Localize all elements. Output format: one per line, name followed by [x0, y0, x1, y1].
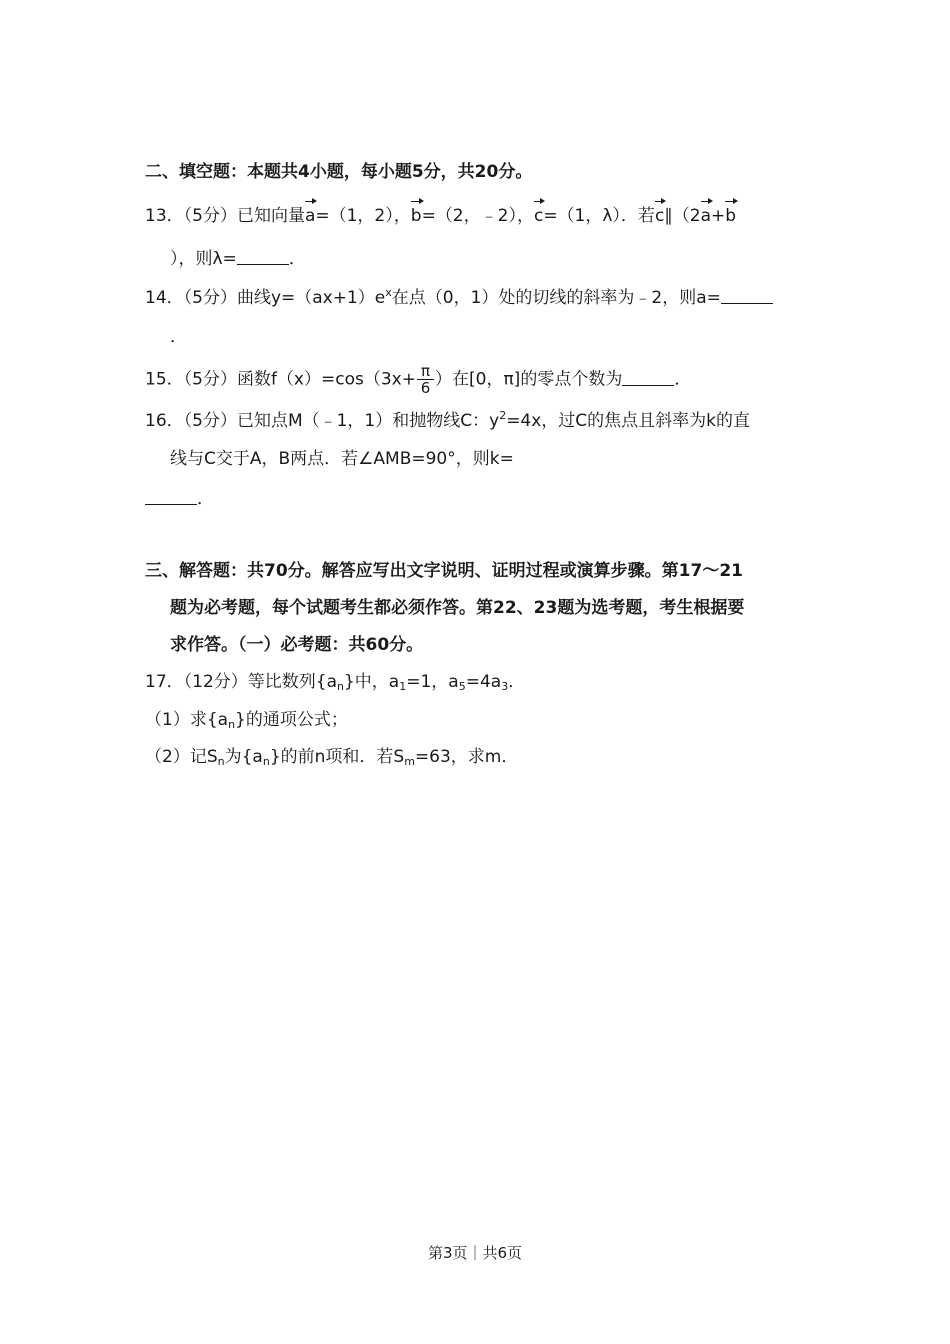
vector-c-2: c	[654, 206, 665, 226]
q17-p1-text-2: }的通项公式；	[235, 710, 348, 730]
q14-text-2: 在点（0，1）处的切线的斜率为﹣2，则a=	[391, 288, 721, 308]
answer-blank	[721, 289, 773, 304]
subscript: n	[217, 755, 225, 768]
q15-text: 15．（5分）函数f（x）=cos（3x+	[145, 369, 416, 390]
q16-exponent: 2	[499, 409, 507, 422]
section-2-title: 二、填空题：本题共4小题，每小题5分，共20分。	[145, 162, 533, 182]
q13-plus: +	[711, 206, 726, 226]
q13-a-value: =（1，2），	[315, 206, 411, 226]
question-16-line-1	[145, 409, 750, 433]
section-3-title-line-2: 题为必考题，每个试题考生都必须作答。第22、23题为选考题，考生根据要	[170, 598, 745, 618]
question-16-line-2: 线与C交于A，B两点．若∠AMB=90°，则k=	[170, 449, 514, 469]
fraction-numerator: π	[417, 363, 434, 380]
question-16-line-3	[145, 487, 214, 511]
q13-line-2-text: ），则λ=	[170, 249, 237, 269]
answer-blank	[622, 371, 674, 386]
q17-p2-text-3: }的前n项和．若S	[269, 747, 405, 767]
q13-b-value: =（2，﹣2），	[421, 206, 534, 226]
section-3-title-line-3: 求作答。（一）必考题：共60分。	[170, 635, 424, 655]
question-13-line-1	[145, 204, 736, 228]
q16-text: 16．（5分）已知点M（﹣1，1）和抛物线C：y	[145, 411, 500, 431]
q14-exponent: x	[385, 286, 392, 299]
subscript: m	[404, 755, 415, 768]
q15-text-2: ）在[0，π]的零点个数为	[435, 369, 623, 390]
q17-text-3: =1，a	[406, 672, 459, 692]
q17-text-2: }中，a	[343, 672, 400, 692]
q17-p2-text-2: 为{a	[224, 747, 263, 767]
q17-text-5: ．	[508, 672, 526, 692]
page-footer: 第3页｜共6页	[427, 1244, 523, 1262]
q15-end: ．	[674, 369, 692, 390]
subscript: n	[337, 680, 344, 693]
question-13-line-2	[170, 247, 306, 271]
vector-c: c	[533, 206, 544, 226]
section-3-title-line-1: 三、解答题：共70分。解答应写出文字说明、证明过程或演算步骤。第17～21	[145, 561, 743, 581]
q13-parallel: ∥（2	[664, 206, 701, 226]
question-14-line-1	[145, 286, 773, 310]
vector-a-2: a	[700, 206, 712, 226]
vector-b: b	[410, 206, 422, 226]
fraction-denominator: 6	[420, 379, 431, 397]
fraction-pi-over-6	[417, 363, 434, 396]
subscript: 5	[458, 680, 466, 693]
q17-p2-text: （2）记S	[145, 747, 218, 767]
question-17-part-2	[145, 745, 518, 769]
vector-a: a	[304, 206, 316, 226]
q16-end: ．	[197, 489, 214, 509]
subscript: 3	[501, 680, 509, 693]
vector-b-2: b	[725, 206, 737, 226]
answer-blank	[237, 250, 289, 265]
question-14-line-2: ．	[170, 327, 187, 347]
q17-text-4: =4a	[465, 672, 502, 692]
q13-prefix: 13．（5分）已知向量	[145, 206, 305, 226]
question-17	[145, 670, 525, 694]
answer-blank	[145, 490, 197, 505]
q13-c-value: =（1，λ）．若	[543, 206, 655, 226]
question-17-part-1	[145, 708, 348, 732]
q17-p1-text: （1）求{a	[145, 710, 229, 730]
q17-text: 17．（12分）等比数列{a	[145, 672, 337, 692]
q16-text-2: =4x，过C的焦点且斜率为k的直	[506, 411, 751, 431]
subscript: n	[262, 755, 270, 768]
q14-text: 14．（5分）曲线y=（ax+1）e	[145, 288, 386, 308]
question-15	[145, 363, 691, 396]
subscript: n	[228, 718, 236, 731]
q13-end: ．	[288, 249, 306, 269]
subscript: 1	[399, 680, 407, 693]
q17-p2-text-4: =63，求m．	[414, 747, 519, 767]
